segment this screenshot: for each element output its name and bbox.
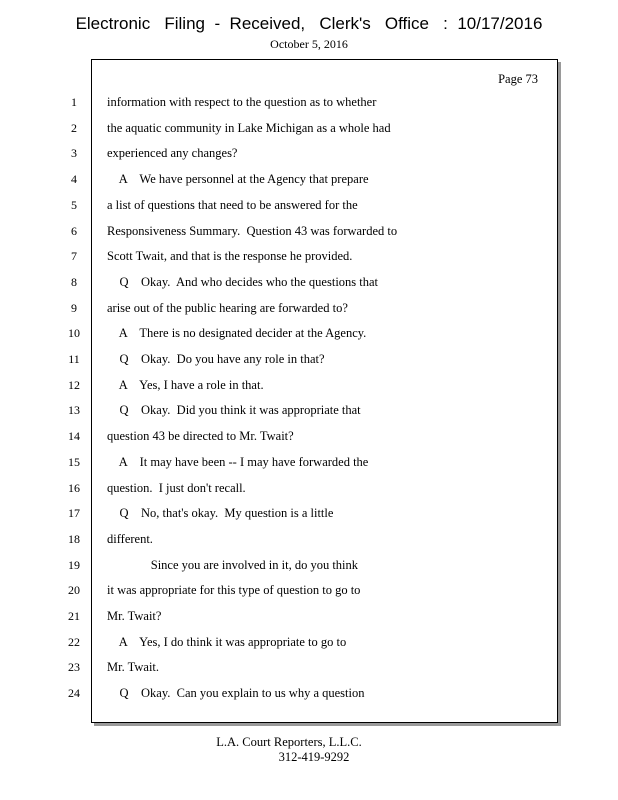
transcript-line-text: question. I just don't recall. [107,481,246,495]
transcript-date: October 5, 2016 [270,37,348,51]
filing-stamp: Electronic Filing - Received, Clerk's Office : 10/17/2016 [75,14,543,33]
line-number: 17 [68,506,80,520]
line-number: 1 [71,95,77,109]
transcript-line-text: Since you are involved in it, do you think [107,558,359,572]
line-number: 21 [68,609,80,623]
line-number: 10 [68,326,80,340]
line-number: 11 [68,352,80,366]
transcript-line-text: different. [107,532,153,546]
line-number: 18 [68,532,80,546]
line-number: 4 [71,172,77,186]
line-number: 22 [68,635,80,649]
transcript-line-text: Mr. Twait? [107,609,162,623]
line-number: 3 [71,146,77,160]
line-number: 13 [68,403,80,417]
page-number: Page 73 [498,72,538,86]
transcript-line-text: A We have personnel at the Agency that prepare [107,172,369,186]
line-number: 20 [68,583,80,597]
line-number: 23 [68,660,80,674]
reporter-phone: 312-419-9292 [278,750,350,764]
line-number: 7 [71,249,77,263]
line-number: 12 [68,378,80,392]
line-number: 15 [68,455,80,469]
transcript-line-text: A Yes, I have a role in that. [107,378,264,392]
transcript-line-text: Scott Twait, and that is the response he provided. [107,249,353,263]
transcript-line-text: Q Okay. Do you have any role in that? [107,352,325,366]
transcript-line-text: information with respect to the question as to whether [107,95,377,109]
transcript-line-text: Q Okay. Did you think it was appropriate that [107,403,361,417]
transcript-line-text: Q Okay. Can you explain to us why a question [107,686,365,700]
transcript-line-text: question 43 be directed to Mr. Twait? [107,429,294,443]
line-number: 5 [71,198,77,212]
transcript-line-text: A There is no designated decider at the Agency. [107,326,367,340]
line-number: 14 [68,429,80,443]
transcript-line-text: Q No, that's okay. My question is a little [107,506,334,520]
line-number: 9 [71,301,77,315]
line-number: 16 [68,481,80,495]
transcript-line-text: experienced any changes? [107,146,238,160]
transcript-line-text: Responsiveness Summary. Question 43 was forwarded to [107,224,398,238]
reporter-company: L.A. Court Reporters, L.L.C. [216,735,362,749]
transcript-line-text: A Yes, I do think it was appropriate to go to [107,635,347,649]
line-number: 2 [71,121,77,135]
transcript-line-text: Q Okay. And who decides who the questions that [107,275,379,289]
transcript-line-text: the aquatic community in Lake Michigan as a whole had [107,121,391,135]
line-number: 24 [68,686,80,700]
line-number: 8 [71,275,77,289]
transcript-line-text: a list of questions that need to be answered for the [107,198,358,212]
transcript-line-text: arise out of the public hearing are forwarded to? [107,301,348,315]
transcript-line-text: A It may have been -- I may have forwarded the [107,455,369,469]
transcript-line-text: it was appropriate for this type of question to go to [107,583,361,597]
line-number: 6 [71,224,77,238]
transcript-line-text: Mr. Twait. [107,660,160,674]
line-number: 19 [68,558,80,572]
